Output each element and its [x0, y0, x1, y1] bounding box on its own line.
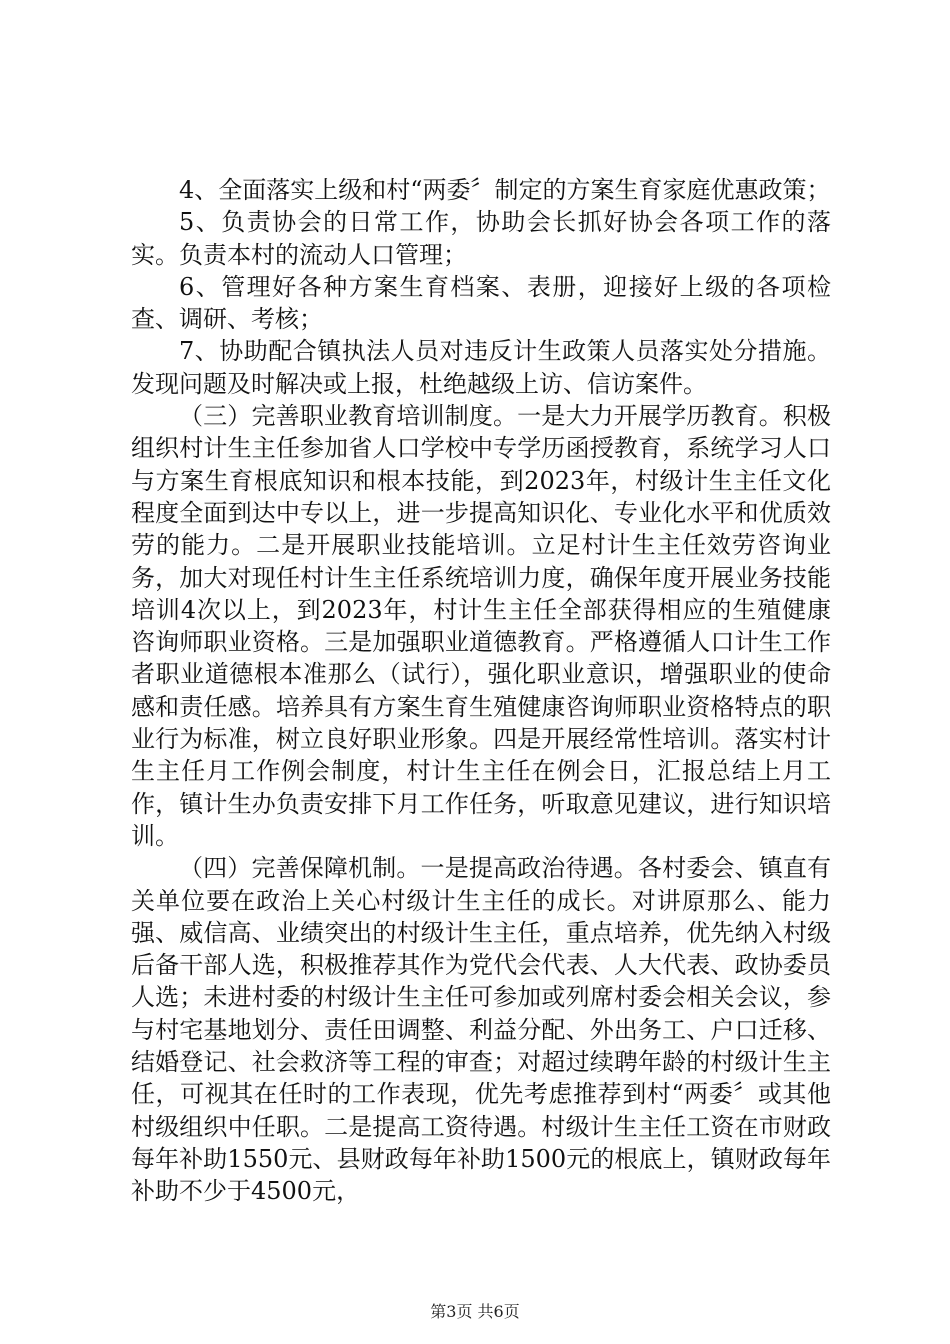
page-footer: 第3页 共6页 — [430, 1302, 520, 1321]
paragraph-section-4: （四）完善保障机制。一是提高政治待遇。各村委会、镇直有关单位要在政治上关心村级计生主任的成长。对讲原那么、能力强、威信高、业绩突出的村级计生主任，重点培养，优先纳入村级后备干部人选，积极推荐其作为党代会代表、人大代表、政协委员人选；未进村委的村级计生主任可参加或列席村委会相关会议，参与村宅基地划分、责任田调整、利益分配、外出务工、户口迁移、结婚登记、社会救济等工程的审查；对超过续聘年龄的村级计生主任，可视其在任时的工作表现，优先考虑推荐到村“两委〞或其他村级组织中任职。二是提高工资待遇。村级计生主任工资在市财政每年补助1550元、县财政每年补助1500元的根底上，镇财政每年补助不少于4500元， — [131, 854, 831, 1206]
document-body — [131, 174, 831, 1208]
paragraph-item-5: 5、负责协会的日常工作，协助会长抓好协会各项工作的落实。负责本村的流动人口管理； — [131, 208, 831, 269]
paragraph-item-6: 6、管理好各种方案生育档案、表册，迎接好上级的各项检查、调研、考核； — [131, 272, 831, 334]
paragraph-item-7: 7、协助配合镇执法人员对违反计生政策人员落实处分措施。发现问题及时解决或上报，杜绝越级上访、信访案件。 — [131, 337, 831, 398]
paragraph-item-4: 4、全面落实上级和村“两委〞制定的方案生育家庭优惠政策； — [179, 176, 831, 204]
paragraph-section-3: （三）完善职业教育培训制度。一是大力开展学历教育。积极组织村计生主任参加省人口学校中专学历函授教育，系统学习人口与方案生育根底知识和根本技能，到2023年，村级计生主任文化程度全面到达中专以上，进一步提高知识化、专业化水平和优质效劳的能力。二是开展职业技能培训。立足村计生主任效劳咨询业务，加大对现任村计生主任系统培训力度，确保年度开展业务技能培训4次以上，到2023年，村计生主任全部获得相应的生殖健康咨询师职业资格。三是加强职业道德教育。严格遵循人口计生工作者职业道德根本准那么（试行），强化职业意识，增强职业的使命感和责任感。培养具有方案生育生殖健康咨询师职业资格特点的职业行为标准，树立良好职业形象。四是开展经常性培训。落实村计生主任月工作例会制度，村计生主任在例会日，汇报总结上月工作，镇计生办负责安排下月工作任务，听取意见建议，进行知识培训。 — [131, 402, 831, 850]
